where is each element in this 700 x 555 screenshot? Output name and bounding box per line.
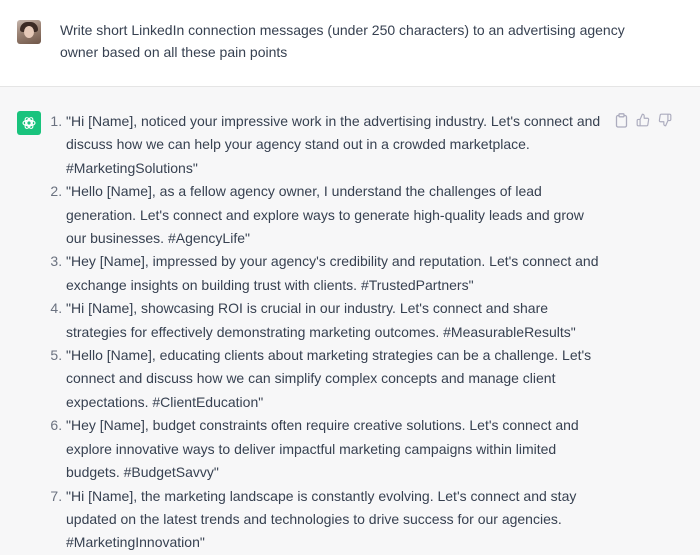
thumbs-up-button[interactable]	[636, 112, 650, 128]
assistant-response	[38, 110, 608, 555]
list-item: 3. "Hey [Name], impressed by your agency's credibility and reputation. Let's connect and exchange insights on building trust with clients. #TrustedPartners"	[66, 250, 608, 297]
user-prompt-text: Write short LinkedIn connection messages (under 250 characters) to an advertising agency owner based on all these pain points	[60, 22, 625, 60]
list-item: 6. "Hey [Name], budget constraints often require creative solutions. Let's connect and explore innovative ways to deliver impactful marketing campaigns within limited budgets. #BudgetSavvy"	[66, 414, 608, 484]
copy-button[interactable]	[614, 112, 628, 128]
thumbs-up-icon	[636, 113, 650, 127]
list-item: 5. "Hello [Name], educating clients about marketing strategies can be a challenge. Let's connect and discuss how we can simplify complex concepts and manage client expectations. #ClientEducation"	[66, 344, 608, 414]
list-item: 4. "Hi [Name], showcasing ROI is crucial in our industry. Let's connect and share strategies for effectively demonstrating marketing outcomes. #MeasurableResults"	[66, 297, 608, 344]
user-message-row	[0, 0, 700, 87]
thumbs-down-icon	[658, 113, 672, 127]
list-item: 7. "Hi [Name], the marketing landscape is constantly evolving. Let's connect and stay updated on the latest trends and technologies to drive success for our agencies. #MarketingInnovation"	[66, 485, 608, 555]
list-item: 1. "Hi [Name], noticed your impressive work in the advertising industry. Let's connect and discuss how we can help your agency stand out in a crowded marketplace. #MarketingSolutions"	[66, 110, 608, 180]
copy-icon	[615, 113, 628, 128]
assistant-message-row	[0, 87, 700, 555]
thumbs-down-button[interactable]	[658, 112, 672, 128]
avatar-face	[24, 26, 34, 38]
message-actions	[614, 112, 672, 128]
message-list	[38, 110, 608, 555]
list-item: 2. "Hello [Name], as a fellow agency owner, I understand the challenges of lead generation. Let's connect and explore ways to generate high-quality leads and grow our businesses. #AgencyLife"	[66, 180, 608, 250]
user-avatar	[17, 20, 41, 44]
